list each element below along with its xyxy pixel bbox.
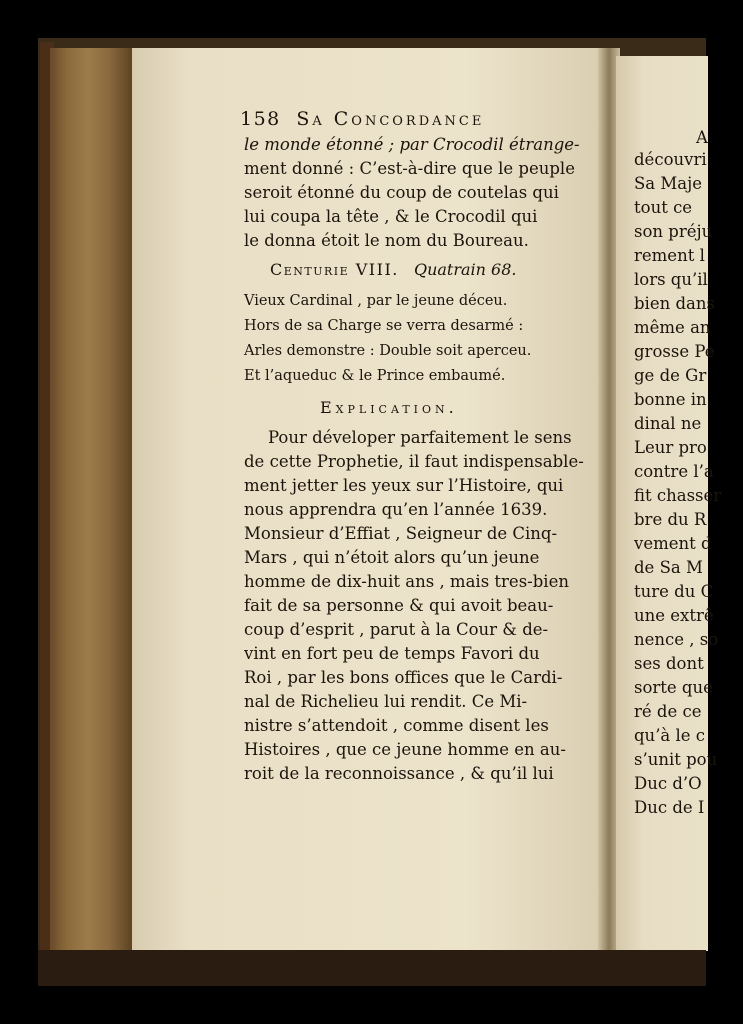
- text-line: le donna étoit le nom du Boureau.: [244, 231, 529, 250]
- running-header: [240, 108, 484, 130]
- explication-title: Explication.: [320, 398, 458, 417]
- text-line: lui coupa la tête , & le Crocodil qui: [244, 207, 538, 226]
- text-line: ment donné : C’est-à-dire que le peuple: [244, 159, 575, 178]
- text-line: vint en fort peu de temps Favori du: [244, 644, 540, 663]
- right-text-line: rement l: [634, 246, 705, 265]
- running-head: Sa Concordance: [296, 108, 485, 130]
- quatrain-line: Et l’aqueduc & le Prince embaumé.: [244, 368, 506, 384]
- right-text-line: ré de ce: [634, 702, 702, 721]
- page-block-edge: [50, 48, 134, 953]
- right-text-line: sorte que: [634, 678, 713, 697]
- right-text-line: nence , so: [634, 630, 719, 649]
- right-text-line: ture du C: [634, 582, 714, 601]
- right-text-line: ses dont: [634, 654, 704, 673]
- text-line: le monde étonné ; par Crocodil étrange-: [244, 135, 580, 154]
- quatrain-line: Hors de sa Charge se verra desarmé :: [244, 318, 524, 334]
- quatrain-line: Vieux Cardinal , par le jeune déceu.: [244, 293, 508, 309]
- text-line: seroit étonné du coup de coutelas qui: [244, 183, 559, 202]
- right-text-line: bre du R: [634, 510, 707, 529]
- right-text-line: tout ce: [634, 198, 693, 217]
- page-number: 158: [240, 108, 281, 130]
- quatrain-label: Quatrain 68.: [413, 260, 517, 279]
- right-text-line: bien dans: [634, 294, 715, 313]
- right-text-line: grosse Pe: [634, 342, 715, 361]
- right-text-line: dinal ne: [634, 414, 702, 433]
- right-text-line: Leur pro: [634, 438, 707, 457]
- text-line: ment jetter les yeux sur l’Histoire, qui: [244, 476, 564, 495]
- right-text-line: même an: [634, 318, 711, 337]
- right-text-line: Duc d’O: [634, 774, 702, 793]
- text-line: roit de la reconnoissance , & qu’il lui: [244, 764, 554, 783]
- text-line: nistre s’attendoit , comme disent les: [244, 716, 549, 735]
- text-line: nal de Richelieu lui rendit. Ce Mi-: [244, 692, 528, 711]
- text-line: Roi , par les bons offices que le Cardi-: [244, 668, 563, 687]
- right-text-line: Duc de I: [634, 798, 705, 817]
- text-line: Pour déveloper parfaitement le sens: [268, 428, 572, 447]
- text-line: nous apprendra qu’en l’année 1639.: [244, 500, 548, 519]
- right-text-line: découvri: [634, 150, 707, 169]
- text-line: de cette Prophetie, il faut indispensable-: [244, 452, 584, 471]
- text-line: Monsieur d’Effiat , Seigneur de Cinq-: [244, 524, 558, 543]
- right-text-line: ge de Gr: [634, 366, 707, 385]
- bottom-board: [38, 950, 706, 986]
- right-text-line: de Sa M: [634, 558, 703, 577]
- centurie-heading: [270, 260, 516, 279]
- right-text-line: son préju: [634, 222, 713, 241]
- text-line: coup d’esprit , parut à la Cour & de-: [244, 620, 549, 639]
- centurie-label: Centurie VIII.: [270, 260, 399, 279]
- text-line: fait de sa personne & qui avoit beau-: [244, 596, 554, 615]
- right-text-line: fit chasser: [634, 486, 722, 505]
- text-line: Mars , qui n’étoit alors qu’un jeune: [244, 548, 540, 567]
- right-text-line: vement d: [634, 534, 712, 553]
- right-text-line: lors qu’il: [634, 270, 708, 289]
- right-text-line: A: [696, 128, 708, 147]
- text-line: Histoires , que ce jeune homme en au-: [244, 740, 566, 759]
- text-line: homme de dix-huit ans , mais tres-bien: [244, 572, 569, 591]
- right-text-line: Sa Maje: [634, 174, 702, 193]
- right-text-line: contre l’a: [634, 462, 714, 481]
- right-text-line: bonne in: [634, 390, 707, 409]
- quatrain-line: Arles demonstre : Double soit aperceu.: [244, 343, 532, 359]
- right-text-line: une extrê: [634, 606, 714, 625]
- right-text-line: s’unit pou: [634, 750, 718, 769]
- right-text-line: qu’à le c: [634, 726, 706, 745]
